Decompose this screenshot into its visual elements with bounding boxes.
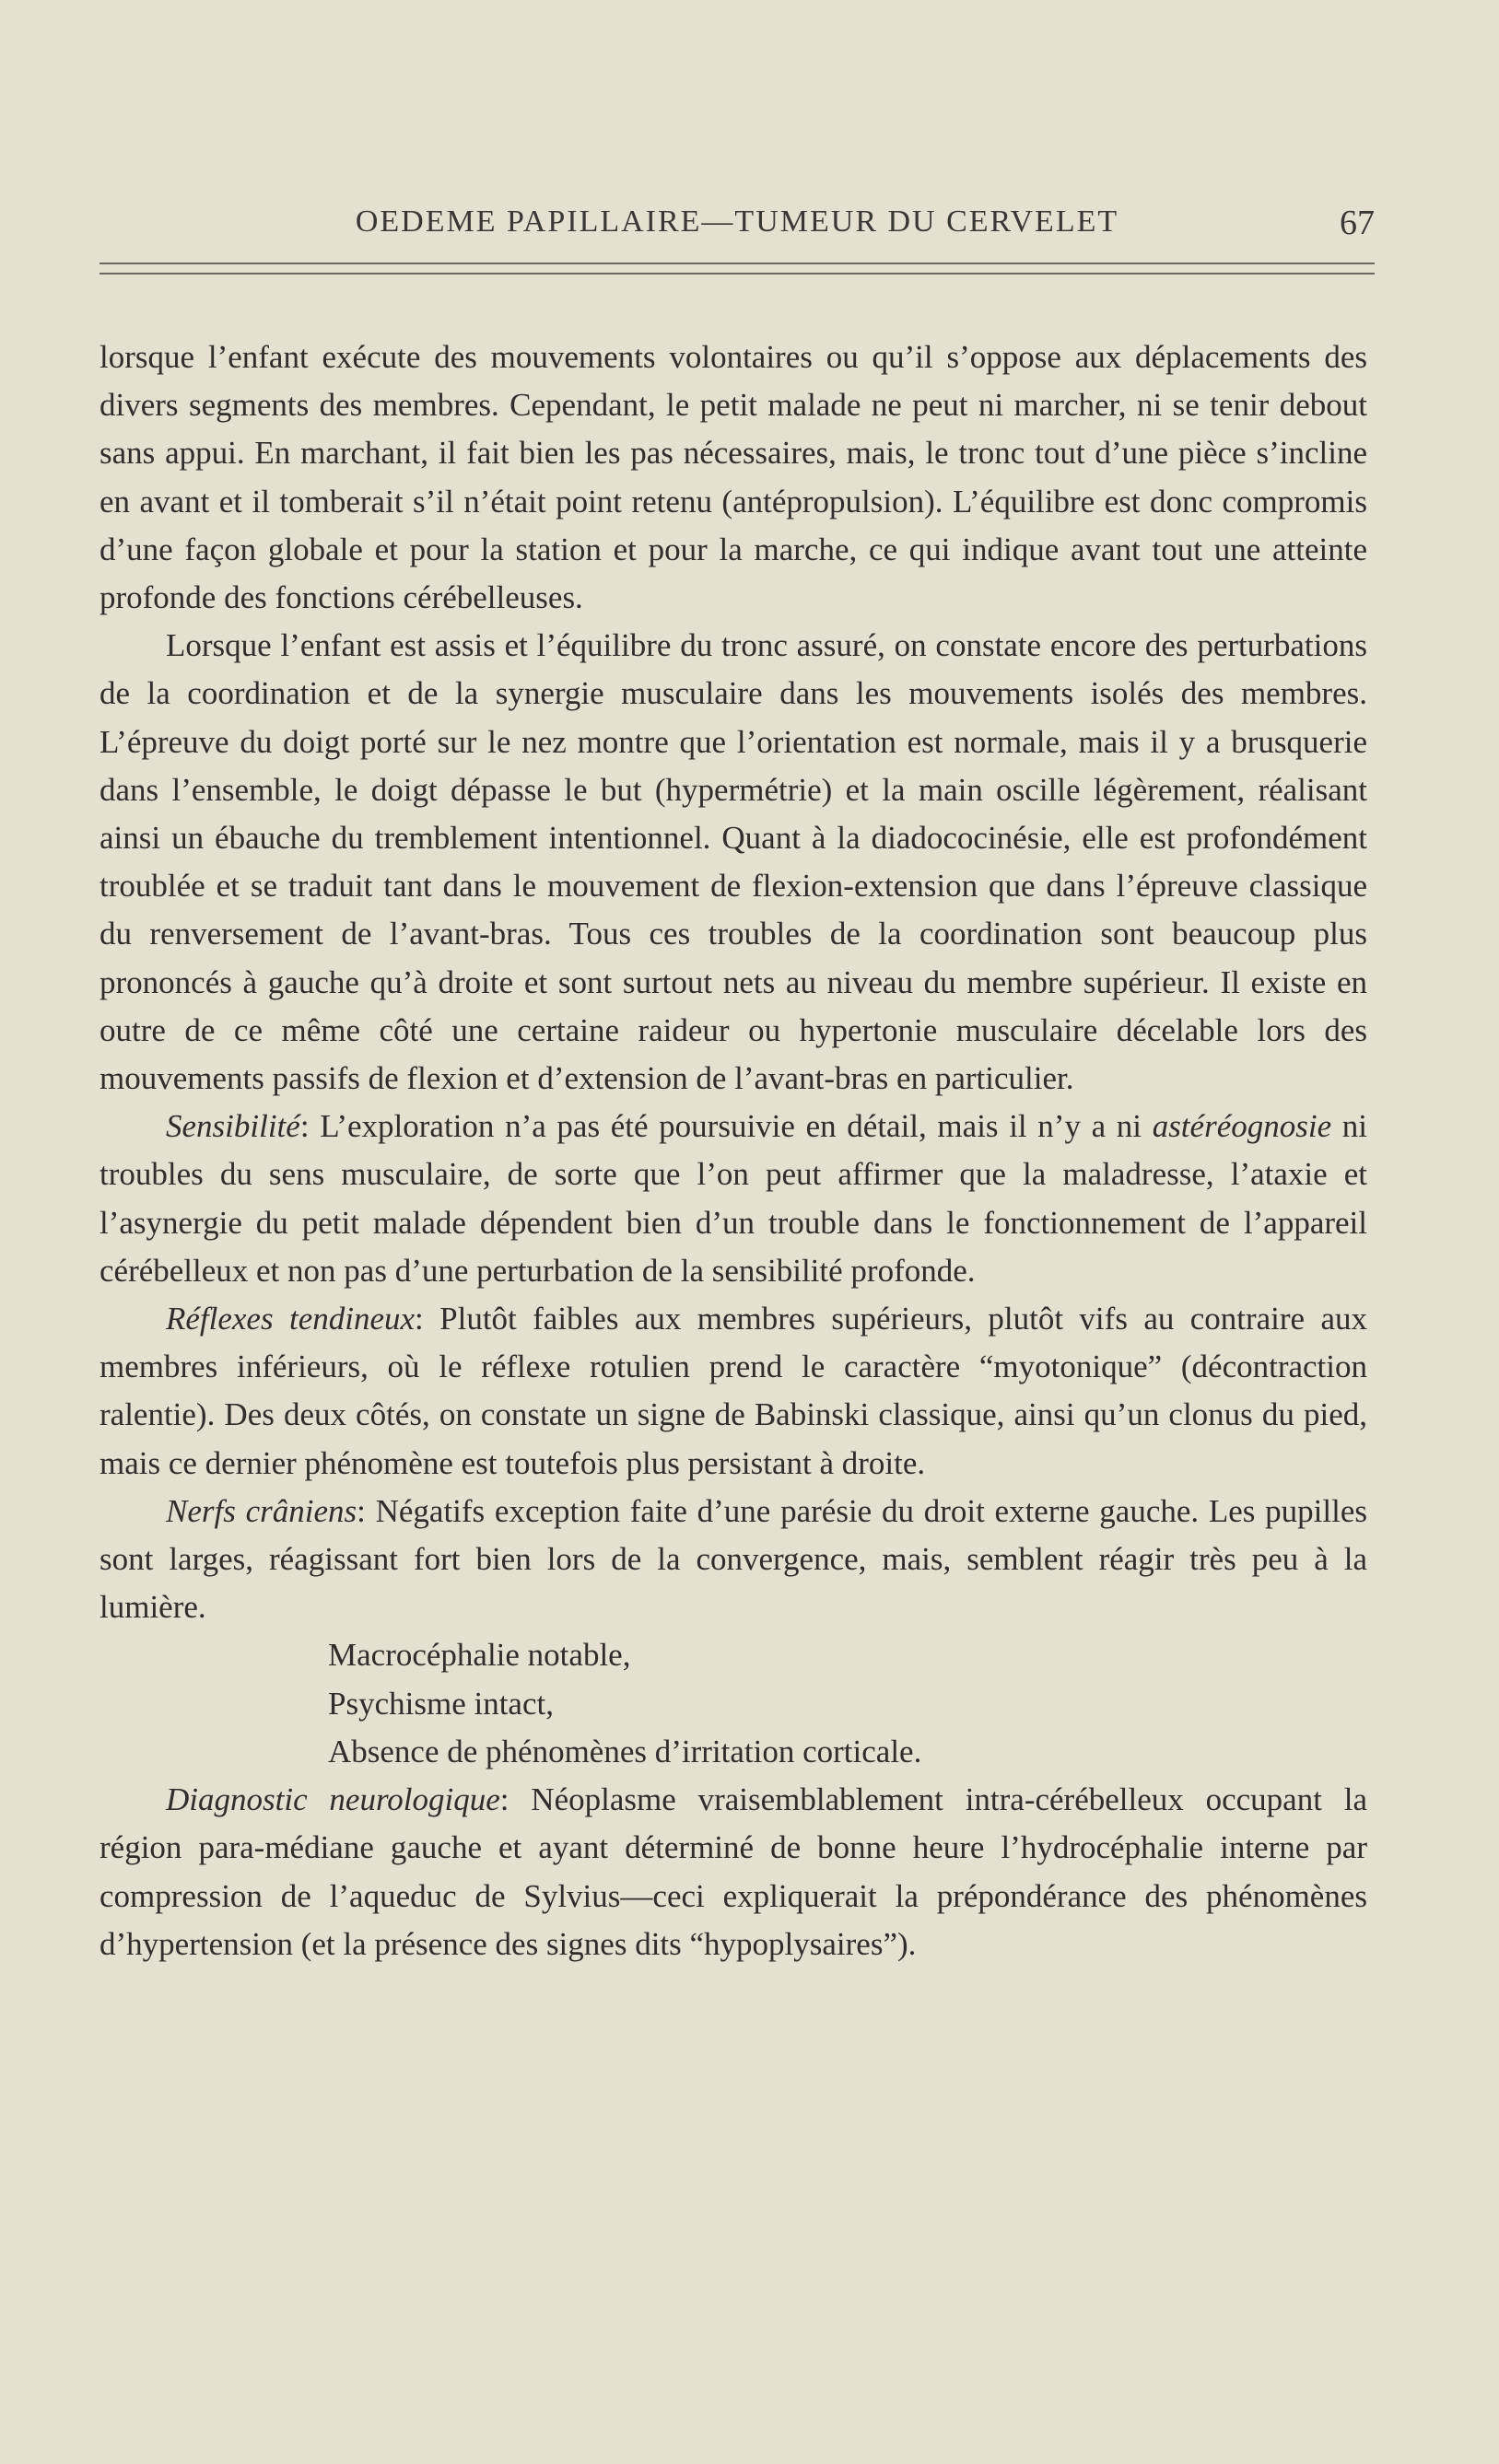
heading-nerfs: Nerfs crâniens xyxy=(166,1492,357,1529)
paragraph-nerfs xyxy=(100,1488,1367,1632)
body-text xyxy=(100,333,1367,1968)
header-rule-bottom xyxy=(100,273,1375,274)
page-number: 67 xyxy=(1340,204,1375,242)
list-item: Macrocéphalie notable, xyxy=(328,1637,631,1674)
paragraph-1: lorsque l’enfant exécute des mouvements volontaires ou qu’il s’oppose aux déplacements des divers segments des membres. Cependant, le petit malade ne peut ni marcher, ni se tenir debout sans appui. En marchant, il fait bien les pas nécessaires, mais, le tronc tout d’une pièce s’incline en avant et il tomberait s’il n’était point retenu (antépropulsion). L’équilibre est donc compromis d’une façon globale et pour la station et pour la marche, ce qui indique avant tout une atteinte profonde des fonctions cérébelleuses. xyxy=(100,339,1367,616)
paragraph-2: Lorsque l’enfant est assis et l’équilibre du tronc assuré, on constate encore des perturbations de la coordination et de la synergie musculaire dans les mouvements isolés des membres. L’épreuve du doigt porté sur le nez montre que l’orientation est normale, mais il y a brusquerie dans l’ensemble, le doigt dépasse le but (hypermétrie) et la main oscille légèrement, réalisant ainsi un ébauche du tremblement intentionnel. Quant à la diadococinésie, elle est profondément troublée et se traduit tant dans le mouvement de flexion-extension que dans l’épreuve classique du renversement de l’avant-bras. Tous ces troubles de la coordination sont beaucoup plus prononcés à gauche qu’à droite et sont surtout nets au niveau du membre supérieur. Il existe en outre de ce même côté une certaine raideur ou hypertonie musculaire décelable lors des mouvements passifs de flexion et d’extension de l’avant-bras en particulier. xyxy=(100,627,1367,1097)
heading-diagnostic: Diagnostic neurologique xyxy=(166,1781,500,1818)
diagnostic-text: : Néoplasme vraisemblablement intra-cérébelleux occupant la région para-médiane gauche et ayant déterminé de bonne heure l’hydrocéphalie interne par compression de l’aqueduc de Sylvius—ceci expliquerait la prépondérance des phénomènes d’hypertension (et la présence des signes dits “hypoplysaires”). xyxy=(100,1781,1367,1962)
heading-sensibilite: Sensibilité xyxy=(166,1108,300,1145)
paragraph-diagnostic xyxy=(100,1776,1367,1968)
paragraph-reflexes xyxy=(100,1295,1367,1488)
list-item: Absence de phénomènes d’irritation corticale. xyxy=(328,1733,922,1769)
nerfs-text: : Négatifs exception faite d’une parésie du droit externe gauche. Les pupilles sont larges, réagissant fort bien lors de la convergence, mais, semblent réagir très peu à la lumière. xyxy=(100,1492,1367,1626)
header-rule-top xyxy=(100,263,1375,264)
running-header xyxy=(100,204,1375,251)
header-title: OEDEME PAPILLAIRE—TUMEUR DU CERVELET xyxy=(355,204,1119,239)
list-item: Psychisme intact, xyxy=(328,1685,554,1722)
sensibilite-text-b: ni troubles du sens musculaire, de sorte que l’on peut affirmer que la maladresse, l’ataxie et l’asynergie du petit malade dépendent bien d’un trouble dans le fonctionnement de l’appareil cérébelleux et non pas d’une perturbation de la sensibilité profonde. xyxy=(100,1108,1367,1289)
heading-reflexes: Réflexes tendineux xyxy=(166,1301,416,1337)
term-astereognosie: astéréognosie xyxy=(1152,1108,1332,1145)
sensibilite-text-a: : L’exploration n’a pas été poursuivie en détail, mais il n’y a ni xyxy=(299,1108,1153,1145)
paragraph-sensibilite xyxy=(100,1103,1367,1295)
reflexes-text: : Plutôt faibles aux membres supérieurs, plutôt vifs au contraire aux membres inférieurs, où le réflexe rotulien prend le caractère “myotonique” (décontraction ralentie). Des deux côtés, on constate un signe de Babinski classique, ainsi qu’un clonus du pied, mais ce dernier phénomène est toutefois plus persistant à droite. xyxy=(100,1301,1368,1481)
